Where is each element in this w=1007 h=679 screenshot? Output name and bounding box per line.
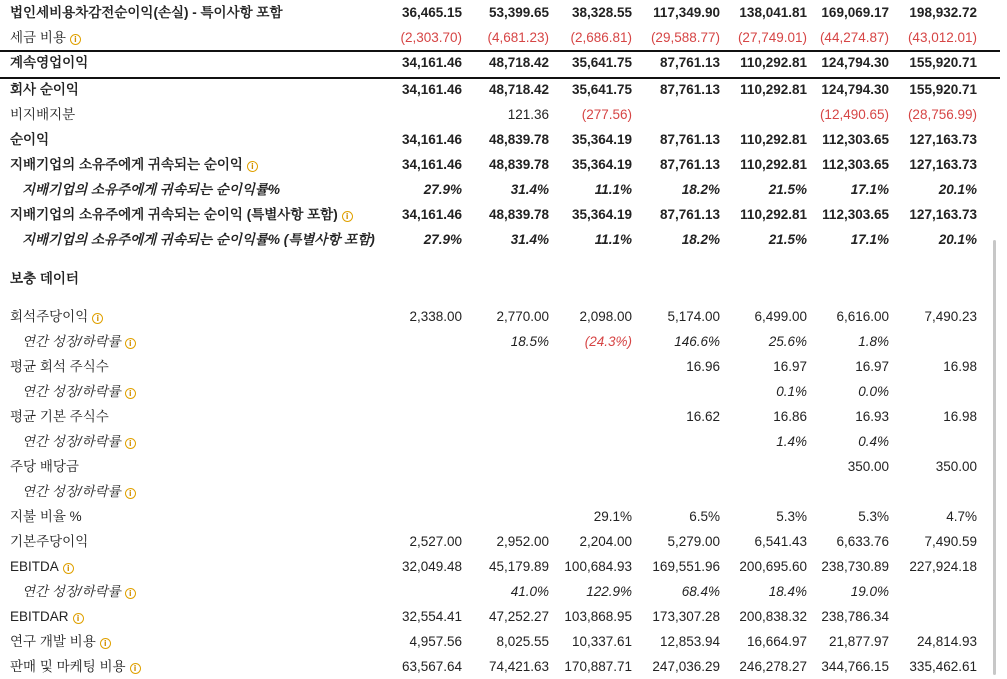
value-cell: 146.6% [674,334,720,349]
value-cell: 48,839.78 [488,207,549,222]
value-cell: 4.7% [946,509,977,524]
value-cell: 238,786.34 [821,609,889,624]
value-cell: 16.97 [855,359,889,374]
value-cell: 32,554.41 [401,609,462,624]
row-label [22,379,136,404]
value-cell: 29.1% [593,509,632,524]
value-cell: 1.4% [776,434,807,449]
value-cell: 34,161.46 [401,55,462,70]
value-cell: 20.1% [938,182,977,197]
value-cell: 11.1% [594,232,632,247]
row-label-text: 법인세비용차감전순이익(손실) - 특이사항 포함 [10,5,283,20]
value-cell: 87,761.13 [659,82,720,97]
value-cell: 87,761.13 [659,55,720,70]
value-cell: 21.5% [768,182,807,197]
row-label [10,529,88,554]
value-cell: 344,766.15 [821,659,889,674]
value-cell: 138,041.81 [739,5,807,20]
value-cell: 127,163.73 [909,207,977,222]
value-cell: (44,274.87) [819,30,889,45]
table-row [0,604,1000,629]
table-row [0,102,1000,127]
value-cell: 34,161.46 [401,82,462,97]
value-cell: 16.98 [943,359,977,374]
value-cell [857,429,977,454]
value-cell: 246,278.27 [739,659,807,674]
value-cell: 103,868.95 [564,609,632,624]
value-cell: 117,349.90 [653,5,720,20]
value-cell: 34,161.46 [401,157,462,172]
value-cell: 16.98 [943,409,977,424]
value-cell: 24,814.93 [916,634,977,649]
value-cell: 0.1% [776,384,807,399]
value-cell: 48,718.42 [488,55,549,70]
table-row [0,454,1000,479]
value-cell: 41.0% [510,584,549,599]
table-row [0,629,1000,654]
value-cell: 31.4% [510,182,549,197]
table-row [0,504,1000,529]
value-cell: 35,364.19 [571,207,632,222]
row-label [10,77,79,102]
value-cell: 0.4% [858,434,889,449]
value-cell: 350.00 [935,459,977,474]
row-label-text: 판매 및 마케팅 비용 [10,659,126,674]
value-cell: 5,279.00 [667,534,720,549]
table-row [0,329,1000,354]
value-cell: 17.1% [850,232,889,247]
row-label-text: 비지배지분 [10,107,76,122]
table-row [0,25,1000,50]
table-row [0,654,1000,679]
row-label-text: 순이익 [10,132,50,147]
row-label-text: 연간 성장/하락률 [22,334,121,349]
value-cell: 8,025.55 [496,634,549,649]
value-cell: 169,069.17 [821,5,889,20]
value-cell: 110,292.81 [740,157,807,172]
value-cell: 227,924.18 [909,559,977,574]
row-label [10,454,79,479]
value-cell: 48,839.78 [488,132,549,147]
value-cell: 35,364.19 [571,157,632,172]
value-cell: 121.36 [507,107,549,122]
row-label [10,404,109,429]
value-cell: 11.1% [594,182,632,197]
value-cell: 127,163.73 [909,132,977,147]
row-label [10,604,84,629]
value-cell: 27.9% [423,182,462,197]
value-cell [857,579,977,604]
table-row [0,127,1000,152]
row-label-text: 회석주당이익 [10,309,89,324]
value-cell: 110,292.81 [740,132,807,147]
row-label [22,579,136,604]
value-cell: 34,161.46 [401,132,462,147]
table-row [0,77,1000,102]
value-cell: (2,303.70) [400,30,462,45]
value-cell: 16.96 [686,359,720,374]
value-cell: 87,761.13 [659,157,720,172]
value-cell: 5.3% [858,509,889,524]
value-cell: 19.0% [850,584,889,599]
value-cell: 247,036.29 [652,659,720,674]
value-cell: 1.8% [858,334,889,349]
row-label [10,629,111,654]
value-cell: 6,541.43 [754,534,807,549]
value-cell [857,479,977,504]
value-cell: 16.93 [855,409,889,424]
value-cell: 155,920.71 [909,55,977,70]
row-label-text: 회사 순이익 [10,82,79,97]
value-cell: 124,794.30 [821,82,889,97]
value-cell: 0.0% [858,384,889,399]
value-cell: (24.3%) [584,334,632,349]
value-cell: 74,421.63 [488,659,549,674]
value-cell: 10,337.61 [571,634,632,649]
value-cell: (4,681.23) [487,30,549,45]
row-label-text: 연간 성장/하락률 [22,434,121,449]
value-cell: 200,695.60 [739,559,807,574]
value-cell: 25.6% [768,334,807,349]
value-cell: 35,641.75 [571,82,632,97]
value-cell: 7,490.59 [924,534,977,549]
table-row [0,354,1000,379]
value-cell: 68.4% [681,584,720,599]
value-cell: (2,686.81) [570,30,632,45]
value-cell: 112,303.65 [822,157,889,172]
info-icon[interactable]: i [125,588,136,599]
table-row [0,304,1000,329]
value-cell: 16.62 [686,409,720,424]
value-cell: 16,664.97 [746,634,807,649]
value-cell: 124,794.30 [821,55,889,70]
value-cell: 16.97 [773,359,807,374]
row-label [10,554,74,579]
value-cell: 200,838.32 [739,609,807,624]
row-label-text: 주당 배당금 [10,459,79,474]
value-cell: 335,462.61 [909,659,977,674]
table-row [0,152,1000,177]
info-icon[interactable]: i [73,613,84,624]
value-cell: 110,292.81 [740,82,807,97]
value-cell: (277.56) [581,107,632,122]
value-cell: 87,761.13 [659,132,720,147]
value-cell: 2,952.00 [496,534,549,549]
row-label-text: 연간 성장/하락률 [22,484,121,499]
row-label-text: 연간 성장/하락률 [22,384,121,399]
row-label [10,266,79,291]
row-label [10,50,88,75]
row-label-text: 평균 기본 주식수 [10,409,109,424]
value-cell: 6.5% [689,509,720,524]
value-cell: 35,641.75 [571,55,632,70]
info-icon[interactable]: i [130,663,141,674]
row-label-text: 기본주당이익 [10,534,89,549]
value-cell: 18.2% [681,182,720,197]
row-label-text: 세금 비용 [10,30,66,45]
row-label [10,25,81,50]
value-cell: 34,161.46 [401,207,462,222]
section-header [0,258,1000,286]
row-label-text: EBITDA [10,559,59,574]
value-cell: 2,204.00 [579,534,632,549]
value-cell: 169,551.96 [652,559,720,574]
value-cell: 16.86 [773,409,807,424]
row-label-text: 지배기업의 소유주에게 귀속되는 순이익률% [22,182,280,197]
info-icon[interactable]: i [92,313,103,324]
table-row [0,429,1000,454]
value-cell: 17.1% [850,182,889,197]
row-label-text: 연간 성장/하락률 [22,584,121,599]
value-cell: 18.4% [768,584,807,599]
table-row [0,227,1000,252]
table-row [0,50,1000,75]
value-cell: 18.5% [510,334,549,349]
row-label [10,304,103,329]
table-row [0,177,1000,202]
value-cell: 112,303.65 [822,132,889,147]
value-cell: 27.9% [423,232,462,247]
table-row [0,404,1000,429]
row-label-text: 평균 회석 주식수 [10,359,109,374]
value-cell: (27,749.01) [737,30,807,45]
row-label-text: EBITDAR [10,609,69,624]
row-label [10,102,75,127]
value-cell: 20.1% [938,232,977,247]
value-cell: 2,338.00 [409,309,462,324]
value-cell [857,379,977,404]
value-cell: 7,490.23 [924,309,977,324]
value-cell: 238,730.89 [821,559,889,574]
info-icon[interactable]: i [125,338,136,349]
value-cell: 48,839.78 [488,157,549,172]
value-cell: (28,756.99) [907,107,977,122]
value-cell: 12,853.94 [659,634,720,649]
row-label [22,479,136,504]
row-label-text: 계속영업이익 [10,55,89,70]
table-row [0,479,1000,504]
value-cell: (43,012.01) [907,30,977,45]
value-cell: 53,399.65 [488,5,549,20]
value-cell: 6,633.76 [836,534,889,549]
row-label [22,177,280,202]
value-cell: 6,499.00 [754,309,807,324]
value-cell: 173,307.28 [652,609,720,624]
value-cell: 5.3% [776,509,807,524]
value-cell: 21,877.97 [828,634,889,649]
table-row [0,554,1000,579]
value-cell [857,604,977,629]
row-label [10,0,283,25]
row-label-text: 연구 개발 비용 [10,634,96,649]
value-cell: 47,252.27 [488,609,549,624]
value-cell: 350.00 [847,459,889,474]
value-cell: 21.5% [768,232,807,247]
table-row [0,579,1000,604]
value-cell: 2,527.00 [409,534,462,549]
table-row [0,529,1000,554]
row-label [10,127,49,152]
info-icon[interactable]: i [100,638,111,649]
row-label [10,202,353,227]
value-cell: 2,098.00 [579,309,632,324]
table-row [0,379,1000,404]
row-label-text: 지배기업의 소유주에게 귀속되는 순이익률% (특별사항 포함) [22,232,375,247]
row-label [10,354,109,379]
value-cell: 110,292.81 [740,207,807,222]
row-label [22,227,375,252]
value-cell [857,329,977,354]
value-cell: (12,490.65) [819,107,889,122]
value-cell: 18.2% [681,232,720,247]
row-label-text: 지불 비율 % [10,509,82,524]
row-label-text: 지배기업의 소유주에게 귀속되는 순이익 [10,157,243,172]
value-cell: 48,718.42 [488,82,549,97]
row-label [10,152,258,177]
value-cell: 5,174.00 [667,309,720,324]
value-cell: 36,465.15 [401,5,462,20]
info-icon[interactable]: i [125,438,136,449]
table-row [0,202,1000,227]
value-cell: 198,932.72 [909,5,977,20]
info-icon[interactable]: i [125,488,136,499]
value-cell: 87,761.13 [659,207,720,222]
table-row [0,0,1000,25]
value-cell: 63,567.64 [401,659,462,674]
value-cell: 127,163.73 [909,157,977,172]
row-label-text: 지배기업의 소유주에게 귀속되는 순이익 (특별사항 포함) [10,207,338,222]
value-cell: 38,328.55 [571,5,632,20]
value-cell: 32,049.48 [401,559,462,574]
row-label [10,654,141,679]
info-icon[interactable]: i [247,161,258,172]
value-cell: 100,684.93 [564,559,632,574]
value-cell: 122.9% [586,584,632,599]
value-cell: 2,770.00 [496,309,549,324]
info-icon[interactable]: i [63,563,74,574]
value-cell: 110,292.81 [740,55,807,70]
row-label [22,429,136,454]
value-cell: 4,957.56 [409,634,462,649]
info-icon[interactable]: i [125,388,136,399]
value-cell: 31.4% [510,232,549,247]
row-label [22,329,136,354]
value-cell: 112,303.65 [822,207,889,222]
value-cell: 35,364.19 [571,132,632,147]
row-label-text: 보충 데이터 [10,271,79,286]
vertical-scrollbar[interactable] [993,240,996,675]
value-cell: 155,920.71 [909,82,977,97]
row-label [10,504,82,529]
value-cell: 6,616.00 [836,309,889,324]
info-icon[interactable]: i [342,211,353,222]
value-cell: (29,588.77) [650,30,720,45]
value-cell: 170,887.71 [564,659,632,674]
value-cell: 45,179.89 [488,559,549,574]
info-icon[interactable]: i [70,34,81,45]
